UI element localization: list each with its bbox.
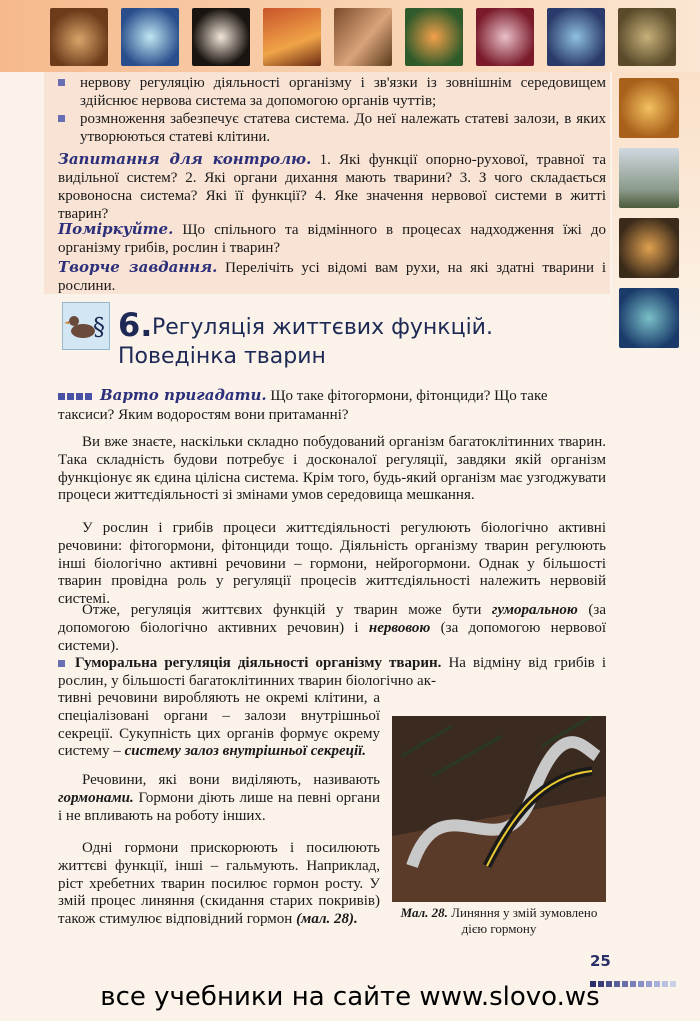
section-number: 6. [118,306,153,344]
control-questions [58,150,606,223]
control-questions-text: 1. Які функції опорно-рухової, травної та видільної систем? 2. Які органи дихання мають тварини? 3. З чого складається кровоносна система? Які її функції? 4. Яке значення нервової системи в житті тварин? [58,152,607,222]
coral-reef-photo-icon [619,288,679,348]
think-text: Що спільного та відмінного в процесах надходження їжі до організму грибів, рослин і тварин? [58,222,607,256]
paragraph: У рослин і грибів процеси життєдіяльності регулюють біологічно активні речовини: фітогормони, фітонциди тощо. Діяльність організму тварин регулюють інші біологічно активні речовини – гормони, нейрогормони. Однак у більшості тварин провідна роль у регуляції процесів життєдіяльності належить нервовій системі. [58,520,606,608]
paragraph-text: тивні речовини виробляють не окремі клітини, а спеціалізовані органи – залози внутрішньої секреції. Сукупність цих органів формує окрему систему – [58,690,380,760]
section-bird-icon [62,302,110,350]
recall-text: Що таке фітогормони, фітонциди? Що таке таксиси? Яким водоростям вони притаманні? [58,388,548,424]
page-decor-bar [590,974,686,980]
paragraph: Ви вже знаєте, наскільки складно побудований організм багатоклітинних тварин. Така складність будови потребує і досконалої регуляції, завдяки якій організм функціонує як єдина цілісна система. Крім того, будь-який організм має узгоджувати процеси життєдіяльності зі змінами умов середовища мешкання. [58,434,606,504]
bullet-icon [58,660,65,667]
recall-label: Варто пригадати. [100,386,267,404]
page-number: 25 [590,952,611,970]
coral-photo-icon [263,8,321,66]
protozoa-photo-icon [121,8,179,66]
creative-label: Творче завдання. [58,258,218,276]
list-item [58,110,606,146]
paragraph-text: Речовини, які вони виділяють, називають [82,772,380,788]
worm-photo-icon [334,8,392,66]
bullet-icon [58,115,65,122]
think-task [58,220,606,257]
snake-photo-icon [619,78,679,138]
paragraph-text: (за допомогою біологічно активних речовин) і [58,602,606,636]
creative-text: Перелічіть усі відомі вам рухи, на які здатні тварини і рослини. [58,260,607,294]
caption-label: Мал. 28. [400,905,448,920]
paragraph [58,602,606,655]
recall-marker-icon [58,387,94,406]
paragraph-text: На відміну від грибів і рослин, у більшості багатоклітинних тварин біологічно ак- [58,655,606,689]
bullet-text: нервову регуляцію діяльності організму і зв'язки із зовнішнім середовищем здійснює нервова система за допомогою органів чуттів; [80,75,606,109]
paragraph-text: Одні гормони прискорюють і посилюють життєві функції, інші – гальмують. Наприклад, ріст хребетних тварин посилює гормон росту. У змій процес линяння (скидання старих покривів) також стимулює відповідний гормон [58,840,380,928]
paragraph-text: Гормони діють лише на певні органи і не впливають на роботу інших. [58,789,380,824]
paragraph-text: (за допомогою нервової системи). [58,619,606,654]
figure-caption [392,905,606,937]
paragraph-text: Отже, регуляція життєвих функцій у тварин може бути [82,602,492,618]
frog-photo-icon [618,8,676,66]
paragraph [58,655,606,691]
sea-anemone-photo-icon [476,8,534,66]
term-humoral: гуморальною [491,602,578,618]
footer-site-banner: все учебники на сайте www.slovo.ws [100,982,600,1012]
fish-photo-icon [547,8,605,66]
term-endocrine: систему залоз внутрішньої секреції. [124,743,367,760]
radiolaria-photo-icon [192,8,250,66]
subheading: Гуморальна регуляція діяльності організму тварин. [75,655,442,671]
paragraph [58,690,380,761]
recall-block [58,386,606,425]
term-hormones: гормонами. [58,789,134,806]
control-questions-label: Запитання для контролю. [58,150,312,168]
creative-task [58,258,606,295]
bullet-text: розмноження забезпечує статева система. До неї належать статеві залози, в яких утворюються статеві клітини. [80,111,606,145]
tiger-photo-icon [619,218,679,278]
butterfly-photo-icon [405,8,463,66]
snake-molting-image [392,716,606,902]
think-label: Поміркуйте. [58,220,174,238]
section-subtitle: Поведінка тварин [118,344,326,369]
seagull-photo-icon [619,148,679,208]
list-item [58,74,606,110]
paragraph [58,840,380,929]
caption-text: Линяння у змій зумовлено дією гормону [451,905,598,936]
term-nervous: нервовою [368,619,431,636]
paragraph [58,772,380,825]
section-title: Регуляція життєвих функцій. [152,315,493,340]
hamster-photo-icon [50,8,108,66]
figure-reference: (мал. 28). [296,911,358,928]
bullet-icon [58,79,65,86]
svg-text:§: § [93,313,105,341]
